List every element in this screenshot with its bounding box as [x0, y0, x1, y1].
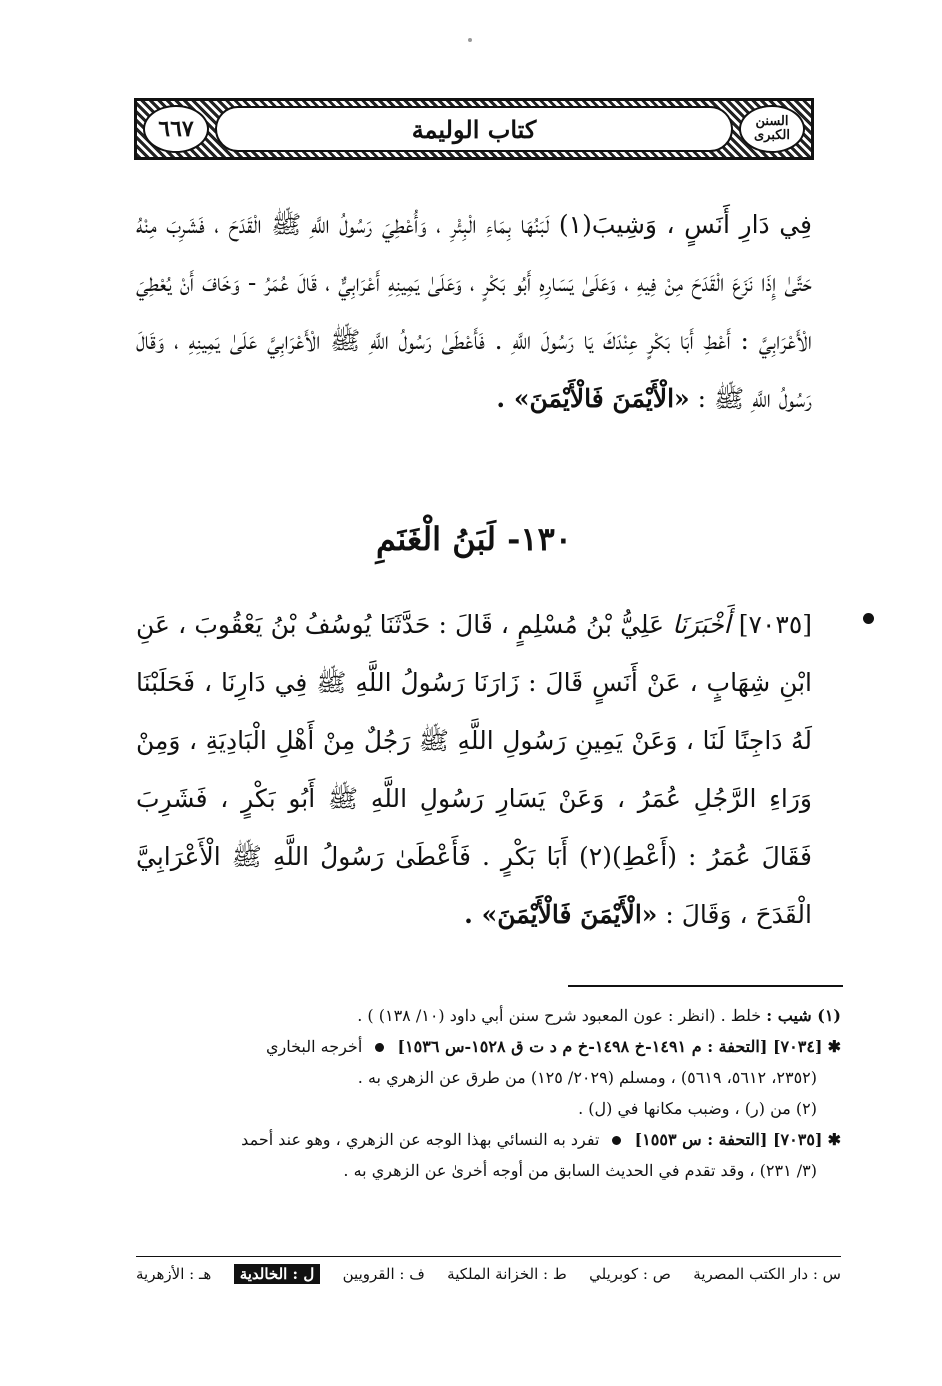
- manuscript-sigla: [136, 1264, 841, 1284]
- bullet-icon: [375, 1043, 384, 1052]
- hadith-bullet: [863, 613, 874, 624]
- footnote-text: خلط . (انظر : عون المعبود شرح سنن أبي داود (١٠/ ١٣٨) ) .: [357, 1006, 762, 1025]
- hadith-number: [٧٠٣٥]: [738, 610, 813, 639]
- footnote-text: أخرجه البخاري: [265, 1037, 363, 1056]
- footnote-continuation: (٣/ ٢٣١) ، وقد تقدم في الحديث السابق من أوجه أخرىٰ عن الزهري به .: [343, 1161, 817, 1180]
- hadith-text: عَلِيُّ بْنُ مُسْلِمٍ ، قَالَ : حَدَّثَنَا يُوسُفُ بْنُ يَعْقُوبَ ، عَنِ ابْنِ شِهَابٍ ، عَنْ أَنَسٍ قَالَ : زَارَنَا رَسُولُ اللَّهِ ﷺ فِي دَارِنَا ، فَحَلَبْنَا لَهُ دَاجِنًا لَنَا ، وَعَنْ يَمِينِ رَسُولِ اللَّهِ ﷺ رَجُلٌ مِنْ أَهْلِ الْبَادِيَةِ ، وَمِنْ وَرَاءِ الرَّجُلِ عُمَرُ ، وَعَنْ يَسَارِ رَسُولِ اللَّهِ ﷺ أَبُو بَكْرٍ ، فَشَرِبَ فَقَالَ عُمَرُ : (أَعْطِ)(٢) أَبَا بَكْرٍ . فَأَعْطَىٰ رَسُولُ اللَّهِ ﷺ الْأَعْرَابِيَّ الْقَدَحَ ، وَقَالَ :: [136, 610, 812, 929]
- footnotes: [136, 1000, 841, 1186]
- asterisk-icon: ✱: [827, 1130, 841, 1149]
- footnote-takhrij-7035: [136, 1124, 841, 1155]
- paragraph-continued: [136, 196, 812, 428]
- section-heading: ١٣٠- لَبَنُ الْغَنَمِ: [376, 520, 572, 558]
- siglum-t: ط : الخزانة الملكية: [447, 1265, 567, 1283]
- prophet-quote: «الْأَيْمَنَ فَالْأَيْمَنَ» .: [496, 384, 690, 413]
- hadith-paragraph: [136, 596, 812, 944]
- page-header: [134, 98, 814, 160]
- footnote-2: (٢) من (ر) ، وضبب مكانها في (ل) .: [578, 1099, 817, 1118]
- book-emblem-text: السنن الكبرى: [753, 113, 791, 143]
- page-number: ٦٦٧: [158, 116, 194, 142]
- book-emblem: [739, 105, 805, 153]
- footnote-reference: [٧٠٣٤] [التحفة : م ١٤٩١-خ ١٤٩٨-خ م د ت ق ١٥٢٨-س ١٥٣٦]: [397, 1037, 823, 1056]
- page-number-medallion: [143, 105, 209, 153]
- hadith-quote: «الْأَيْمَنَ فَالْأَيْمَنَ» .: [464, 900, 658, 929]
- page-mark: [468, 38, 472, 42]
- header-title-frame: [215, 106, 733, 152]
- footnote-separator: [568, 985, 843, 987]
- footnote-takhrij-7034: [136, 1031, 841, 1062]
- footnote-label: (١) شيب :: [766, 1006, 841, 1025]
- chapter-title: كتاب الوليمة: [411, 114, 537, 144]
- footnote-1: [136, 1000, 841, 1031]
- asterisk-icon: ✱: [827, 1037, 841, 1056]
- hadith-lead: أَخْبَرَنَا: [672, 610, 731, 639]
- siglum-s2: ص : كوبريلي: [589, 1265, 671, 1283]
- paragraph-text: فِي دَارِ أَنَسٍ ، وَشِيبَ(١) لَبَنُهَا بِمَاءِ الْبِئْرِ ، وَأُعْطِيَ رَسُولُ اللَّهِ ﷺ الْقَدَحَ ، فَشَرِبَ مِنْهُ حَتَّىٰ إِذَا نَزَعَ الْقَدَحَ مِنْ فِيهِ ، وَعَلَىٰ يَسَارِهِ أَبُو بَكْرٍ ، وَعَلَىٰ يَمِينِهِ أَعْرَابِيٌّ ، قَالَ عُمَرُ - وَخَافَ أَنْ يُعْطِيَ الْأَعْرَابِيَّ : أَعْطِ أَبَا بَكْرٍ عِنْدَكَ يَا رَسُولَ اللَّهِ . فَأَعْطَىٰ رَسُولُ اللَّهِ ﷺ الْأَعْرَابِيَّ عَلَىٰ يَمِينِهِ ، وَقَالَ رَسُولُ اللَّهِ ﷺ :: [136, 210, 812, 413]
- sigla-separator: [136, 1256, 841, 1257]
- footnote-text: تفرد به النسائي بهذا الوجه عن الزهري ، وهو عند أحمد: [241, 1130, 600, 1149]
- footnote-reference: [٧٠٣٥] [التحفة : س ١٥٥٣]: [634, 1130, 823, 1149]
- footnote-continuation: (٢٣٥٢، ٥٦١٢، ٥٦١٩) ، ومسلم (٢٠٢٩/ ١٢٥) من طرق عن الزهري به .: [357, 1068, 817, 1087]
- bullet-icon: [612, 1136, 621, 1145]
- siglum-l-highlighted: ل : الخالدية: [234, 1264, 321, 1284]
- siglum-h: هـ : الأزهرية: [136, 1265, 212, 1283]
- siglum-s: س : دار الكتب المصرية: [693, 1265, 841, 1283]
- siglum-f: ف : القرويين: [342, 1265, 425, 1283]
